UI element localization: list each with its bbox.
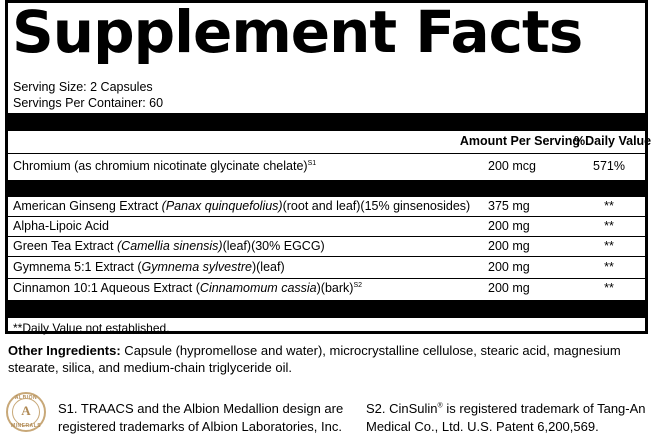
- ingredient-row: [8, 218, 645, 235]
- ingredient-amount: 375 mg: [488, 199, 530, 213]
- ingredient-name: Cinnamon 10:1 Aqueous Extract (Cinnamomum cassia)(bark)$^{S2}$: [13, 281, 363, 295]
- serving-size: Serving Size: 2 Capsules: [13, 80, 153, 94]
- ingredient-amount: 200 mg: [488, 281, 530, 295]
- nutrient-name: Chromium (as chromium nicotinate glycinate chelate)$^{S1}$: [13, 159, 317, 173]
- divider: [8, 153, 645, 154]
- thick-divider: [8, 300, 645, 318]
- ingredient-row: [8, 198, 645, 215]
- ingredient-amount: 200 mg: [488, 219, 530, 233]
- thick-divider: [8, 180, 645, 197]
- ingredient-row: [8, 280, 645, 297]
- ingredient-amount: 200 mg: [488, 260, 530, 274]
- albion-medallion-logo: ALBION A MINERALS: [6, 392, 46, 432]
- divider: [8, 256, 645, 257]
- other-ingredients-label: Other Ingredients:: [8, 343, 121, 358]
- other-ingredients-text: Capsule (hypromellose and water), microcrystalline cellulose, stearic acid, magnesium stearate, silica, and medium-chain triglyceride oil.: [8, 343, 621, 375]
- ingredient-dv: **: [604, 239, 614, 253]
- divider: [8, 216, 645, 217]
- divider: [8, 236, 645, 237]
- footnote-s2: S2. CinSulin® is registered trademark of Tang-An Medical Co., Ltd. U.S. Patent 6,200,569.: [366, 401, 646, 434]
- servings-per-container: Servings Per Container: 60: [13, 96, 164, 110]
- ingredient-name: Green Tea Extract (Camellia sinensis)(leaf)(30% EGCG): [13, 239, 325, 253]
- ingredient-dv: **: [604, 260, 614, 274]
- nutrient-dv: 571%: [593, 159, 625, 173]
- ingredient-name: Alpha-Lipoic Acid: [13, 219, 109, 233]
- supplement-facts-panel: [5, 0, 652, 335]
- amount-header: Amount Per Serving: [459, 134, 580, 148]
- ingredient-dv: **: [604, 281, 614, 295]
- footnote-s1: S1. TRAACS and the Albion Medallion design are registered trademarks of Albion Laboratories, Inc.: [58, 401, 344, 434]
- daily-value-header: %Daily Value: [574, 134, 652, 148]
- panel-title: Supplement Facts: [12, 0, 583, 66]
- divider: [8, 278, 645, 279]
- ingredient-name: American Ginseng Extract (Panax quinquefolius)(root and leaf)(15% ginsenosides): [13, 199, 471, 213]
- ingredient-dv: **: [604, 219, 614, 233]
- ingredient-name: Gymnema 5:1 Extract (Gymnema sylvestre)(leaf): [13, 260, 285, 274]
- nutrient-row: [8, 158, 645, 175]
- other-ingredients: [8, 342, 648, 376]
- nutrient-amount: 200 mcg: [488, 159, 536, 173]
- ingredient-row: [8, 259, 645, 276]
- daily-value-note: **Daily Value not established.: [13, 321, 170, 335]
- ingredient-row: [8, 238, 645, 255]
- column-header-row: [8, 133, 652, 150]
- thick-divider: [8, 113, 645, 131]
- ingredient-amount: 200 mg: [488, 239, 530, 253]
- ingredient-dv: **: [604, 199, 614, 213]
